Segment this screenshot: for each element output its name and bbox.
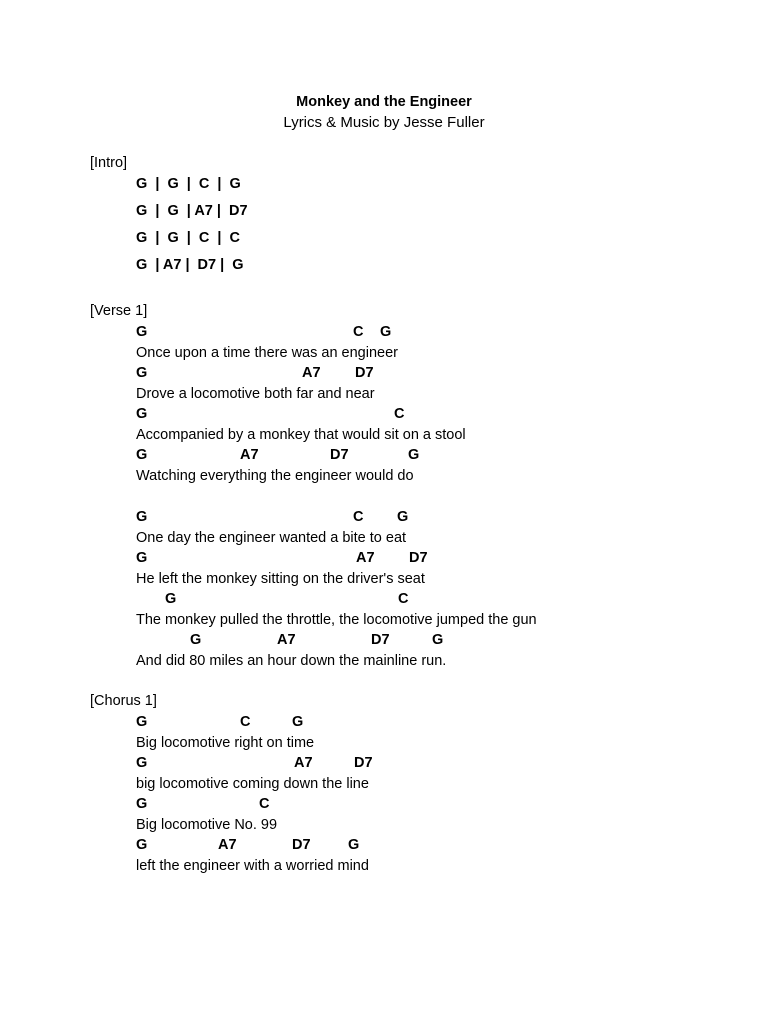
section-label-verse-1: [Verse 1] (90, 303, 148, 319)
chord: C (240, 714, 251, 730)
chord: G (432, 632, 444, 648)
lyric-line: Watching everything the engineer would do (136, 468, 414, 484)
chord: D7 (371, 632, 390, 648)
lyric-line: Big locomotive right on time (136, 735, 315, 751)
chord: D7 (409, 550, 428, 566)
chord: G (136, 837, 148, 853)
intro-chord-line: G | G | C | G (136, 176, 241, 192)
chord: G (136, 714, 148, 730)
lyric-line: The monkey pulled the throttle, the locomotive jumped the gun (136, 612, 537, 628)
chord: A7 (302, 365, 321, 381)
intro-chord-line: G | A7 | D7 | G (136, 257, 244, 273)
section-label-chorus-1: [Chorus 1] (90, 693, 157, 709)
chord: G (397, 509, 409, 525)
chord: C (398, 591, 409, 607)
chord: A7 (240, 447, 259, 463)
chord: G (292, 714, 304, 730)
chord: D7 (292, 837, 311, 853)
lyric-line: Accompanied by a monkey that would sit on a stool (136, 427, 466, 443)
chord: D7 (355, 365, 374, 381)
section-label-intro: [Intro] (90, 155, 128, 171)
chord: G (136, 365, 148, 381)
lyric-line: One day the engineer wanted a bite to eat (136, 530, 407, 546)
chord: G (136, 447, 148, 463)
chord: D7 (330, 447, 349, 463)
chord: G (136, 755, 148, 771)
chord: C (353, 324, 364, 340)
song-title: Monkey and the Engineer (296, 94, 472, 110)
chord: G (136, 324, 148, 340)
intro-chord-line: G | G | C | C (136, 230, 241, 246)
chord: G (408, 447, 420, 463)
lyric-line: And did 80 miles an hour down the mainline run. (136, 653, 447, 669)
intro-chord-line: G | G | A7 | D7 (136, 203, 248, 219)
chord: G (136, 406, 148, 422)
lyric-line: Once upon a time there was an engineer (136, 345, 398, 361)
chord: G (165, 591, 177, 607)
chord: C (259, 796, 270, 812)
chord: G (136, 509, 148, 525)
chord: A7 (294, 755, 313, 771)
chord: C (394, 406, 405, 422)
chord: D7 (354, 755, 373, 771)
chord: G (380, 324, 392, 340)
chord: G (348, 837, 360, 853)
lyric-line: left the engineer with a worried mind (136, 858, 369, 874)
lyric-line: He left the monkey sitting on the driver's seat (136, 571, 425, 587)
chord: A7 (277, 632, 296, 648)
lyric-line: Drove a locomotive both far and near (136, 386, 375, 402)
chord: G (136, 550, 148, 566)
chord: A7 (356, 550, 375, 566)
song-credits: Lyrics & Music by Jesse Fuller (283, 114, 485, 131)
chord: A7 (218, 837, 237, 853)
lyric-line: big locomotive coming down the line (136, 776, 369, 792)
chord: C (353, 509, 364, 525)
chord: G (136, 796, 148, 812)
chord: G (190, 632, 202, 648)
lyric-line: Big locomotive No. 99 (136, 817, 278, 833)
